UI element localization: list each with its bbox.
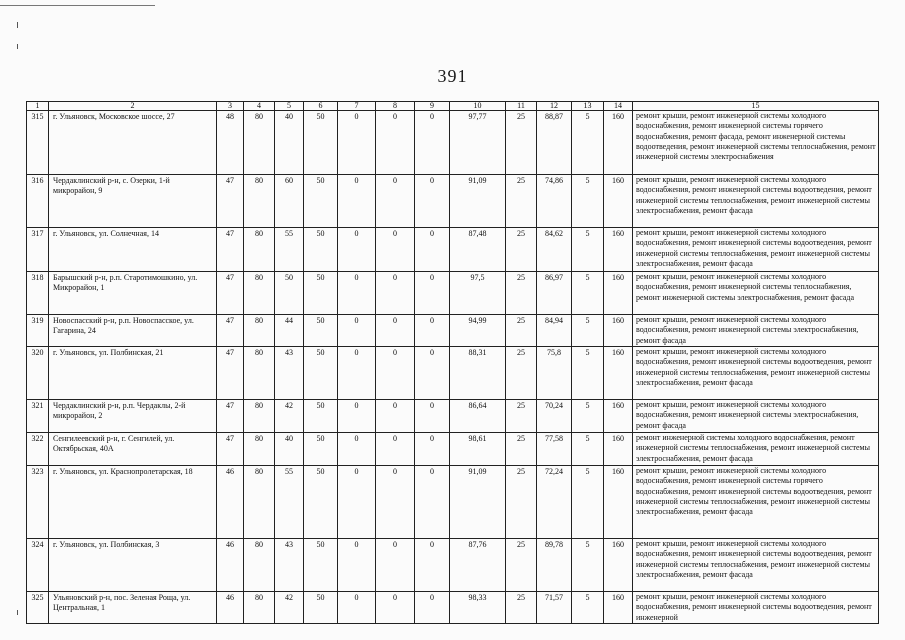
value-cell: 89,78 bbox=[537, 539, 572, 592]
value-cell: 0 bbox=[338, 228, 376, 272]
value-cell: 50 bbox=[304, 592, 338, 624]
value-cell: 80 bbox=[244, 175, 275, 228]
value-cell: 25 bbox=[506, 400, 537, 433]
value-cell: 0 bbox=[338, 175, 376, 228]
value-cell: 75,8 bbox=[537, 347, 572, 400]
value-cell: 0 bbox=[338, 592, 376, 624]
works-cell: ремонт крыши, ремонт инженерной системы холодного водоснабжения, ремонт инженерной системы электроснабжения, ремонт фасада bbox=[633, 315, 879, 347]
column-header: 11 bbox=[506, 102, 537, 111]
value-cell: 0 bbox=[415, 347, 450, 400]
value-cell: 80 bbox=[244, 315, 275, 347]
column-header: 6 bbox=[304, 102, 338, 111]
address-cell: Барышский р-н, р.п. Старотимошкино, ул. Микрорайон, 1 bbox=[49, 272, 217, 315]
value-cell: 160 bbox=[604, 175, 633, 228]
value-cell: 0 bbox=[376, 400, 415, 433]
table-row bbox=[27, 592, 879, 624]
top-rule bbox=[0, 5, 155, 6]
value-cell: 0 bbox=[376, 272, 415, 315]
row-id: 324 bbox=[27, 539, 49, 592]
value-cell: 97,5 bbox=[450, 272, 506, 315]
value-cell: 0 bbox=[415, 111, 450, 175]
value-cell: 0 bbox=[376, 347, 415, 400]
table-row bbox=[27, 433, 879, 466]
row-id: 325 bbox=[27, 592, 49, 624]
value-cell: 0 bbox=[338, 272, 376, 315]
works-cell: ремонт крыши, ремонт инженерной системы холодного водоснабжения, ремонт инженерной системы теплоснабжения, ремонт инженерной системы электроснабжения, ремонт фасада bbox=[633, 272, 879, 315]
value-cell: 42 bbox=[275, 400, 304, 433]
value-cell: 25 bbox=[506, 111, 537, 175]
header-row bbox=[27, 102, 879, 111]
value-cell: 160 bbox=[604, 433, 633, 466]
value-cell: 160 bbox=[604, 592, 633, 624]
value-cell: 25 bbox=[506, 175, 537, 228]
column-header: 10 bbox=[450, 102, 506, 111]
value-cell: 55 bbox=[275, 228, 304, 272]
value-cell: 50 bbox=[304, 400, 338, 433]
value-cell: 97,77 bbox=[450, 111, 506, 175]
value-cell: 50 bbox=[304, 433, 338, 466]
value-cell: 0 bbox=[338, 466, 376, 539]
value-cell: 50 bbox=[304, 539, 338, 592]
value-cell: 25 bbox=[506, 347, 537, 400]
column-header: 2 bbox=[49, 102, 217, 111]
value-cell: 47 bbox=[217, 433, 244, 466]
row-id: 319 bbox=[27, 315, 49, 347]
value-cell: 160 bbox=[604, 400, 633, 433]
value-cell: 94,99 bbox=[450, 315, 506, 347]
value-cell: 72,24 bbox=[537, 466, 572, 539]
value-cell: 50 bbox=[304, 175, 338, 228]
value-cell: 0 bbox=[338, 111, 376, 175]
row-id: 322 bbox=[27, 433, 49, 466]
value-cell: 80 bbox=[244, 347, 275, 400]
value-cell: 5 bbox=[572, 433, 604, 466]
value-cell: 5 bbox=[572, 347, 604, 400]
value-cell: 91,09 bbox=[450, 466, 506, 539]
value-cell: 0 bbox=[338, 400, 376, 433]
value-cell: 88,31 bbox=[450, 347, 506, 400]
value-cell: 74,86 bbox=[537, 175, 572, 228]
address-cell: г. Ульяновск, ул. Полбинская, 21 bbox=[49, 347, 217, 400]
value-cell: 50 bbox=[304, 347, 338, 400]
value-cell: 160 bbox=[604, 347, 633, 400]
value-cell: 50 bbox=[304, 111, 338, 175]
column-header: 4 bbox=[244, 102, 275, 111]
address-cell: г. Ульяновск, ул. Солнечная, 14 bbox=[49, 228, 217, 272]
value-cell: 87,48 bbox=[450, 228, 506, 272]
value-cell: 50 bbox=[304, 272, 338, 315]
column-header: 15 bbox=[633, 102, 879, 111]
table-row bbox=[27, 315, 879, 347]
value-cell: 5 bbox=[572, 228, 604, 272]
value-cell: 25 bbox=[506, 539, 537, 592]
column-header: 5 bbox=[275, 102, 304, 111]
column-header: 3 bbox=[217, 102, 244, 111]
value-cell: 40 bbox=[275, 433, 304, 466]
value-cell: 5 bbox=[572, 400, 604, 433]
address-cell: Чердаклинский р-н, с. Озерки, 1-й микрорайон, 9 bbox=[49, 175, 217, 228]
works-cell: ремонт крыши, ремонт инженерной системы холодного водоснабжения, ремонт инженерной системы водоотведения, ремонт инженерной системы теплоснабжения, ремонт инженерной системы электроснабжения, ремонт фасада bbox=[633, 175, 879, 228]
page-number: 391 bbox=[437, 66, 468, 86]
value-cell: 25 bbox=[506, 315, 537, 347]
value-cell: 80 bbox=[244, 228, 275, 272]
value-cell: 0 bbox=[338, 433, 376, 466]
margin-mark bbox=[17, 44, 18, 49]
works-cell: ремонт крыши, ремонт инженерной системы холодного водоснабжения, ремонт инженерной системы водоотведения, ремонт инженерной bbox=[633, 592, 879, 624]
value-cell: 46 bbox=[217, 466, 244, 539]
value-cell: 0 bbox=[338, 315, 376, 347]
value-cell: 5 bbox=[572, 539, 604, 592]
value-cell: 50 bbox=[304, 315, 338, 347]
value-cell: 80 bbox=[244, 539, 275, 592]
value-cell: 80 bbox=[244, 592, 275, 624]
works-cell: ремонт крыши, ремонт инженерной системы холодного водоснабжения, ремонт инженерной системы горячего водоснабжения, ремонт фасада, ремонт инженерной системы водоотведения, ремонт инженерной системы теплоснабжения, ремонт инженерной системы электроснабжения bbox=[633, 111, 879, 175]
value-cell: 5 bbox=[572, 111, 604, 175]
value-cell: 98,61 bbox=[450, 433, 506, 466]
value-cell: 46 bbox=[217, 539, 244, 592]
value-cell: 48 bbox=[217, 111, 244, 175]
value-cell: 47 bbox=[217, 315, 244, 347]
value-cell: 40 bbox=[275, 111, 304, 175]
value-cell: 86,64 bbox=[450, 400, 506, 433]
column-header: 14 bbox=[604, 102, 633, 111]
works-cell: ремонт крыши, ремонт инженерной системы холодного водоснабжения, ремонт инженерной системы водоотведения, ремонт инженерной системы теплоснабжения, ремонт инженерной системы электроснабжения, ремонт фасада bbox=[633, 539, 879, 592]
value-cell: 44 bbox=[275, 315, 304, 347]
value-cell: 0 bbox=[415, 228, 450, 272]
value-cell: 0 bbox=[415, 539, 450, 592]
value-cell: 0 bbox=[415, 466, 450, 539]
value-cell: 5 bbox=[572, 175, 604, 228]
column-header: 12 bbox=[537, 102, 572, 111]
value-cell: 43 bbox=[275, 347, 304, 400]
repair-register-table bbox=[26, 101, 879, 624]
works-cell: ремонт инженерной системы холодного водоснабжения, ремонт инженерной системы теплоснабжения, ремонт инженерной системы электроснабжения, ремонт фасада bbox=[633, 433, 879, 466]
value-cell: 5 bbox=[572, 315, 604, 347]
row-id: 323 bbox=[27, 466, 49, 539]
address-cell: г. Ульяновск, ул. Краснопролетарская, 18 bbox=[49, 466, 217, 539]
address-cell: Ульяновский р-н, пос. Зеленая Роща, ул. Центральная, 1 bbox=[49, 592, 217, 624]
value-cell: 0 bbox=[376, 315, 415, 347]
value-cell: 88,87 bbox=[537, 111, 572, 175]
value-cell: 91,09 bbox=[450, 175, 506, 228]
value-cell: 160 bbox=[604, 272, 633, 315]
row-id: 316 bbox=[27, 175, 49, 228]
value-cell: 0 bbox=[376, 539, 415, 592]
value-cell: 0 bbox=[376, 466, 415, 539]
value-cell: 87,76 bbox=[450, 539, 506, 592]
table-row bbox=[27, 228, 879, 272]
address-cell: Сенгилеевский р-н, г. Сенгилей, ул. Октябрьская, 40А bbox=[49, 433, 217, 466]
value-cell: 0 bbox=[376, 111, 415, 175]
value-cell: 25 bbox=[506, 592, 537, 624]
value-cell: 47 bbox=[217, 272, 244, 315]
value-cell: 80 bbox=[244, 400, 275, 433]
works-cell: ремонт крыши, ремонт инженерной системы холодного водоснабжения, ремонт инженерной системы водоотведения, ремонт инженерной системы теплоснабжения, ремонт инженерной системы электроснабжения, ремонт фасада bbox=[633, 228, 879, 272]
row-id: 318 bbox=[27, 272, 49, 315]
address-cell: Новоспасский р-н, р.п. Новоспасское, ул. Гагарина, 24 bbox=[49, 315, 217, 347]
works-cell: ремонт крыши, ремонт инженерной системы холодного водоснабжения, ремонт инженерной системы водоотведения, ремонт инженерной системы теплоснабжения, ремонт инженерной системы электроснабжения, ремонт фасада bbox=[633, 347, 879, 400]
value-cell: 25 bbox=[506, 433, 537, 466]
column-header: 7 bbox=[338, 102, 376, 111]
table-row bbox=[27, 175, 879, 228]
value-cell: 47 bbox=[217, 175, 244, 228]
address-cell: г. Ульяновск, ул. Полбинская, 3 bbox=[49, 539, 217, 592]
value-cell: 0 bbox=[415, 433, 450, 466]
column-header: 13 bbox=[572, 102, 604, 111]
value-cell: 0 bbox=[338, 347, 376, 400]
table-row bbox=[27, 111, 879, 175]
value-cell: 160 bbox=[604, 315, 633, 347]
value-cell: 0 bbox=[415, 400, 450, 433]
value-cell: 46 bbox=[217, 592, 244, 624]
value-cell: 160 bbox=[604, 466, 633, 539]
row-id: 320 bbox=[27, 347, 49, 400]
value-cell: 5 bbox=[572, 272, 604, 315]
value-cell: 160 bbox=[604, 111, 633, 175]
value-cell: 47 bbox=[217, 347, 244, 400]
value-cell: 0 bbox=[415, 592, 450, 624]
value-cell: 77,58 bbox=[537, 433, 572, 466]
value-cell: 5 bbox=[572, 466, 604, 539]
value-cell: 80 bbox=[244, 111, 275, 175]
value-cell: 0 bbox=[415, 175, 450, 228]
table-row bbox=[27, 272, 879, 315]
value-cell: 25 bbox=[506, 466, 537, 539]
value-cell: 80 bbox=[244, 466, 275, 539]
value-cell: 71,57 bbox=[537, 592, 572, 624]
value-cell: 98,33 bbox=[450, 592, 506, 624]
value-cell: 43 bbox=[275, 539, 304, 592]
value-cell: 50 bbox=[304, 228, 338, 272]
value-cell: 50 bbox=[304, 466, 338, 539]
value-cell: 160 bbox=[604, 539, 633, 592]
value-cell: 0 bbox=[376, 175, 415, 228]
margin-mark bbox=[17, 610, 18, 615]
works-cell: ремонт крыши, ремонт инженерной системы холодного водоснабжения, ремонт инженерной системы горячего водоснабжения, ремонт инженерной системы водоотведения, ремонт инженерной системы теплоснабжения, ремонт инженерной системы электроснабжения, ремонт фасада bbox=[633, 466, 879, 539]
margin-mark bbox=[17, 22, 18, 28]
value-cell: 84,94 bbox=[537, 315, 572, 347]
column-header: 9 bbox=[415, 102, 450, 111]
value-cell: 86,97 bbox=[537, 272, 572, 315]
value-cell: 0 bbox=[415, 272, 450, 315]
value-cell: 47 bbox=[217, 228, 244, 272]
value-cell: 80 bbox=[244, 433, 275, 466]
row-id: 317 bbox=[27, 228, 49, 272]
value-cell: 0 bbox=[415, 315, 450, 347]
value-cell: 55 bbox=[275, 466, 304, 539]
table-row bbox=[27, 466, 879, 539]
value-cell: 25 bbox=[506, 228, 537, 272]
address-cell: г. Ульяновск, Московское шоссе, 27 bbox=[49, 111, 217, 175]
column-header: 1 bbox=[27, 102, 49, 111]
value-cell: 80 bbox=[244, 272, 275, 315]
address-cell: Чердаклинский р-н, р.п. Чердаклы, 2-й микрорайон, 2 bbox=[49, 400, 217, 433]
value-cell: 47 bbox=[217, 400, 244, 433]
value-cell: 42 bbox=[275, 592, 304, 624]
row-id: 315 bbox=[27, 111, 49, 175]
value-cell: 0 bbox=[376, 433, 415, 466]
table-row bbox=[27, 539, 879, 592]
value-cell: 50 bbox=[275, 272, 304, 315]
table-row bbox=[27, 400, 879, 433]
value-cell: 25 bbox=[506, 272, 537, 315]
value-cell: 0 bbox=[376, 592, 415, 624]
value-cell: 160 bbox=[604, 228, 633, 272]
table-row bbox=[27, 347, 879, 400]
value-cell: 60 bbox=[275, 175, 304, 228]
value-cell: 5 bbox=[572, 592, 604, 624]
works-cell: ремонт крыши, ремонт инженерной системы холодного водоснабжения, ремонт инженерной системы электроснабжения, ремонт фасада bbox=[633, 400, 879, 433]
row-id: 321 bbox=[27, 400, 49, 433]
value-cell: 70,24 bbox=[537, 400, 572, 433]
value-cell: 84,62 bbox=[537, 228, 572, 272]
value-cell: 0 bbox=[338, 539, 376, 592]
value-cell: 0 bbox=[376, 228, 415, 272]
column-header: 8 bbox=[376, 102, 415, 111]
